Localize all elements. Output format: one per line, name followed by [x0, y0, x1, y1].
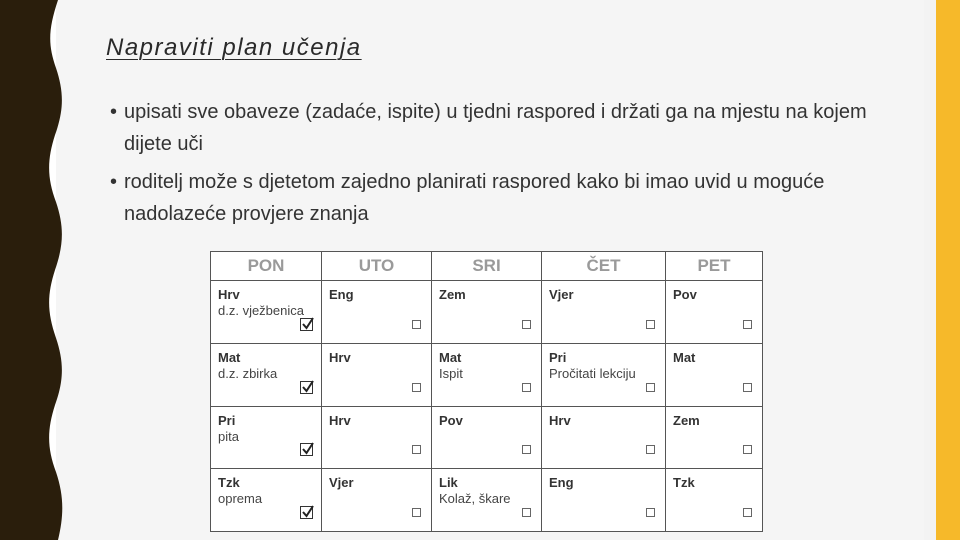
checkbox[interactable]	[743, 383, 752, 392]
checkbox[interactable]	[522, 508, 531, 517]
task-note: d.z. vježbenica	[218, 303, 304, 318]
timetable-cell	[542, 281, 666, 344]
checkbox[interactable]	[646, 320, 655, 329]
subject-label: Lik	[439, 475, 458, 491]
timetable-cell	[322, 406, 432, 469]
day-header: PET	[666, 252, 763, 281]
day-header: PON	[211, 252, 322, 281]
checkbox[interactable]	[522, 445, 531, 454]
checkbox[interactable]	[412, 445, 421, 454]
subject-label: Pri	[218, 412, 236, 428]
timetable-cell	[432, 281, 542, 344]
task-note: oprema	[218, 491, 263, 507]
checkmark-icon	[301, 380, 315, 394]
subject-label: Pri	[549, 349, 567, 365]
checkmark-icon	[301, 442, 315, 456]
subject-label: Eng	[549, 475, 574, 491]
bullet-text: upisati sve obaveze (zadaće, ispite) u tjedni raspored i držati ga na mjestu na kojem dijete uči	[124, 101, 867, 155]
right-band-gap	[924, 0, 936, 540]
bullet-dot: •	[110, 171, 118, 193]
task-note: Ispit	[439, 365, 463, 381]
timetable-cell	[322, 281, 432, 344]
timetable-cell	[666, 281, 763, 344]
subject-label: Hrv	[329, 349, 351, 365]
subject-label: Eng	[329, 287, 354, 302]
task-note: Kolaž, škare	[439, 491, 511, 507]
slide-title: Napraviti plan učenja	[106, 34, 362, 61]
subject-label: Pov	[673, 287, 697, 302]
weekly-timetable	[210, 251, 762, 532]
timetable-cell	[432, 406, 542, 469]
timetable-cell	[211, 406, 322, 469]
checkbox[interactable]	[412, 383, 421, 392]
checkbox[interactable]	[522, 383, 531, 392]
checkbox[interactable]	[412, 320, 421, 329]
timetable-cell	[666, 406, 763, 469]
checkbox[interactable]	[646, 383, 655, 392]
checked-checkbox[interactable]	[300, 506, 313, 519]
timetable-cell	[211, 343, 322, 406]
right-accent-band	[936, 0, 960, 540]
timetable-cell	[666, 343, 763, 406]
timetable-row	[211, 406, 763, 469]
checkbox[interactable]	[522, 320, 531, 329]
task-note: pita	[218, 428, 239, 444]
timetable-cell	[542, 343, 666, 406]
bullet-item	[110, 166, 900, 230]
checked-checkbox[interactable]	[300, 318, 313, 331]
timetable-cell	[666, 469, 763, 532]
bullet-dot: •	[110, 101, 118, 123]
checkbox[interactable]	[743, 320, 752, 329]
bullet-item	[110, 96, 900, 160]
subject-label: Hrv	[549, 412, 571, 428]
timetable-cell	[542, 406, 666, 469]
timetable-row	[211, 469, 763, 532]
day-header: SRI	[432, 252, 542, 281]
timetable-cell	[432, 469, 542, 532]
left-decorative-band	[0, 0, 70, 540]
subject-label: Zem	[673, 412, 700, 428]
timetable-cell	[211, 281, 322, 344]
checkbox[interactable]	[743, 445, 752, 454]
day-header: ČET	[542, 252, 666, 281]
timetable-cell	[211, 469, 322, 532]
subject-label: Mat	[439, 349, 462, 365]
checkmark-icon	[301, 317, 315, 331]
timetable-row	[211, 281, 763, 344]
day-header: UTO	[322, 252, 432, 281]
checked-checkbox[interactable]	[300, 381, 313, 394]
checkbox[interactable]	[646, 445, 655, 454]
subject-label: Tzk	[218, 475, 240, 491]
subject-label: Vjer	[329, 475, 354, 491]
subject-label: Zem	[439, 287, 466, 302]
timetable-cell	[432, 343, 542, 406]
timetable-header-row	[211, 252, 763, 281]
timetable-cell	[322, 343, 432, 406]
task-note: d.z. zbirka	[218, 365, 278, 381]
checkbox[interactable]	[743, 508, 752, 517]
subject-label: Pov	[439, 412, 463, 428]
timetable-cell	[322, 469, 432, 532]
subject-label: Hrv	[329, 412, 351, 428]
subject-label: Vjer	[549, 287, 574, 302]
checkmark-icon	[301, 505, 315, 519]
timetable-table	[210, 251, 763, 532]
subject-label: Mat	[218, 349, 241, 365]
checked-checkbox[interactable]	[300, 443, 313, 456]
bullet-list	[110, 96, 900, 236]
timetable-cell	[542, 469, 666, 532]
timetable-row	[211, 343, 763, 406]
task-note: Pročitati lekciju	[549, 365, 636, 381]
checkbox[interactable]	[646, 508, 655, 517]
bullet-text: roditelj može s djetetom zajedno planirati raspored kako bi imao uvid u moguće nadolazeće provjere znanja	[124, 171, 825, 225]
subject-label: Tzk	[673, 475, 695, 491]
subject-label: Mat	[673, 349, 696, 365]
checkbox[interactable]	[412, 508, 421, 517]
subject-label: Hrv	[218, 287, 240, 302]
